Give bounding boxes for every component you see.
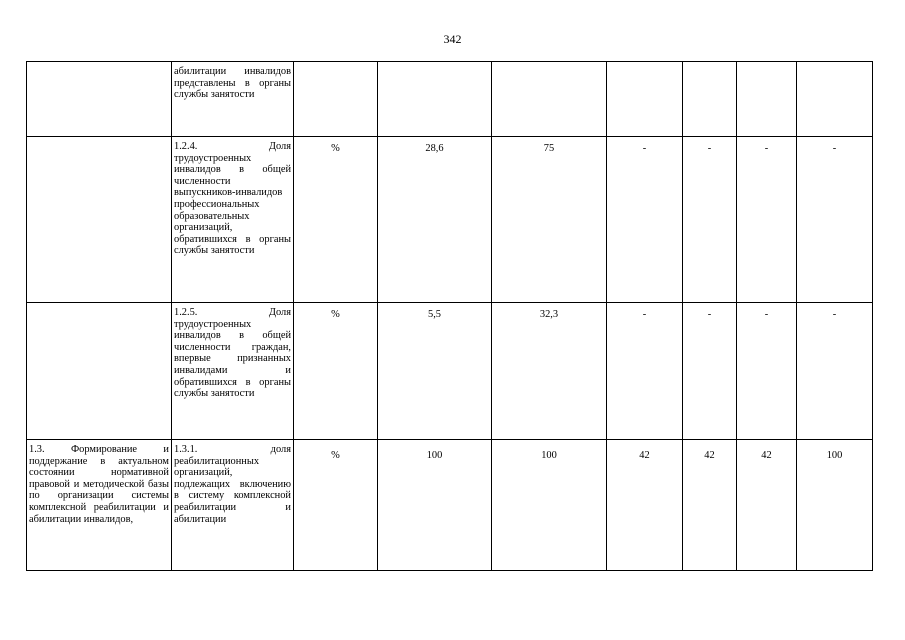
value-cell: - [797, 303, 873, 440]
unit-cell: % [294, 137, 378, 303]
value-cell [797, 62, 873, 137]
value-cell [737, 62, 797, 137]
goal-cell: 1.3. Формирование и поддержание в актуальном состоянии нормативной правовой и методической базы по организации системы комплексной реабилитации и абилитации инвалидов, [27, 440, 172, 571]
value-cell: - [607, 303, 683, 440]
value-cell: 42 [683, 440, 737, 571]
indicator-cell: 1.2.4. Доля трудоустроенных инвалидов в общей численности выпускников-инвалидов профессиональных образовательных организаций, обратившихся в органы службы занятости [172, 137, 294, 303]
value-cell [607, 62, 683, 137]
table-row [27, 440, 873, 571]
value-cell: 5,5 [378, 303, 492, 440]
value-cell [683, 62, 737, 137]
value-cell: - [737, 303, 797, 440]
goal-cell [27, 303, 172, 440]
value-cell: 32,3 [492, 303, 607, 440]
goal-cell [27, 137, 172, 303]
value-cell: - [737, 137, 797, 303]
value-cell: - [683, 137, 737, 303]
table-row [27, 137, 873, 303]
value-cell: 42 [607, 440, 683, 571]
value-cell: - [607, 137, 683, 303]
value-cell: 42 [737, 440, 797, 571]
page-number: 342 [443, 32, 462, 46]
value-cell [378, 62, 492, 137]
indicators-table [26, 61, 873, 571]
goal-cell [27, 62, 172, 137]
indicator-cell: 1.2.5. Доля трудоустроенных инвалидов в общей численности граждан, впервые признанных инвалидами и обратившихся в органы службы занятости [172, 303, 294, 440]
table-row [27, 62, 873, 137]
value-cell: - [797, 137, 873, 303]
value-cell: 100 [492, 440, 607, 571]
value-cell: 28,6 [378, 137, 492, 303]
value-cell [492, 62, 607, 137]
value-cell: 75 [492, 137, 607, 303]
indicator-cell: абилитации инвалидов представлены в органы службы занятости [172, 62, 294, 137]
value-cell: 100 [378, 440, 492, 571]
unit-cell [294, 62, 378, 137]
value-cell: - [683, 303, 737, 440]
indicator-cell: 1.3.1. доля реабилитационных организаций, подлежащих включению в систему комплексной реабилитации и абилитации [172, 440, 294, 571]
value-cell: 100 [797, 440, 873, 571]
unit-cell: % [294, 303, 378, 440]
table-row [27, 303, 873, 440]
unit-cell: % [294, 440, 378, 571]
